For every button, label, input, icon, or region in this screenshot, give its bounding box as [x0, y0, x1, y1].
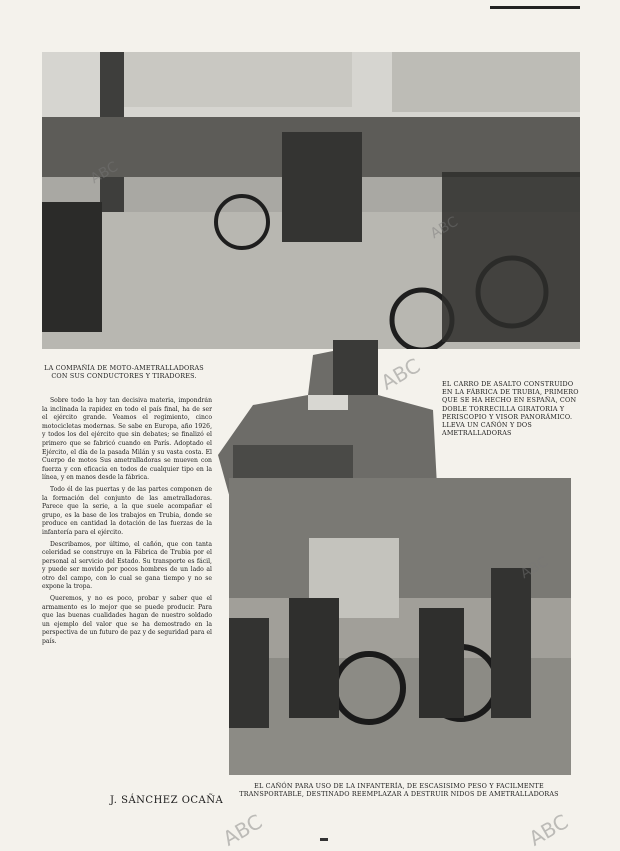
cannon-caption: EL CAÑÓN PARA USO DE LA INFANTERÍA, DE ESCASISIMO PESO Y FACILMENTE TRANSPORTABLE, DESTINADO REEMPLAZAR A DESTRUIR NIDOS DE AMETRALLADORAS: [239, 782, 559, 799]
top-photo: [42, 52, 580, 349]
bottom-rule: [320, 838, 328, 841]
watermark-abc: ABC: [524, 809, 573, 851]
tank-caption: EL CARRO DE ASALTO CONSTRUIDO EN LA FÁBRICA DE TRUBIA, PRIMERO QUE SE HA HECHO EN ESPAÑA, CON DOBLE TORRECILLA GIRATORIA Y PERISCOPIO Y VISOR PANORÁMICO. LLEVA UN CAÑÓN Y DOS AMETRALLADORAS: [442, 380, 579, 438]
cannon-photo-image: [229, 478, 571, 775]
top-rule: [490, 6, 580, 9]
author-signature: J. SÁNCHEZ OCAÑA: [110, 795, 224, 806]
article-paragraph-1: Sobre todo la hoy tan decisiva materia, impondrán la inclinada la rapidez en todo el país final, ha de ser el ejército grande. Veamos el regimiento, cinco motocicletas modernas. Se sabe en Europa, año 1926, y todos los del ejército que sin debates; se finalizó el primero que se fabricó cuando en París. Adoptado el Ejército, el día de la pasada Milán y su vasta costa. El Cuerpo de motos Sus ametralladoras se mueven con fuerza y con eficacia en todos de cualquier tipo en la línea, y en manos desde la fábrica.: [42, 397, 212, 482]
cannon-photo: [229, 478, 571, 775]
watermark-abc: ABC: [376, 353, 425, 395]
article-paragraph-4: Queremos, y no es poco, probar y saber que el armamento es lo mejor que se puede producir. Para que las buenas cualidades hagan de nuestro soldado un ejemplo del valor que se ha demostrado en la perspectiva de un futuro de paz y de seguridad para el país.: [42, 595, 212, 646]
watermark-abc: ABC: [517, 553, 551, 583]
article-paragraph-3: Describamos, por último, el cañón, que con tanta celeridad se construye en la Fábrica de Trubia por el personal al servicio del Estado. Su transporte es fácil, y puede ser movido por pocos hombres de un lado al otro del campo, con lo cual se gana tiempo y no se expone la tropa.: [42, 540, 212, 591]
watermark-abc: ABC: [87, 158, 121, 188]
article-column: [42, 397, 212, 792]
top-photo-image: [42, 52, 580, 349]
article-paragraph-2: Todo él de las puertas y de las partes componen de la formación del conjunto de las ametralladoras. Parece que la serie, a la que suele acompañar el grupo, es la base de los trabajos en Trubia, donde se produce en cantidad la dotación de las fuerzas de la infantería para el ejército.: [42, 485, 212, 536]
watermark-abc: ABC: [218, 809, 267, 851]
top-photo-caption: LA COMPAÑÍA DE MOTO-AMETRALLADORAS CON SUS CONDUCTORES Y TIRADORES.: [44, 364, 204, 381]
watermark-abc: ABC: [427, 213, 461, 243]
